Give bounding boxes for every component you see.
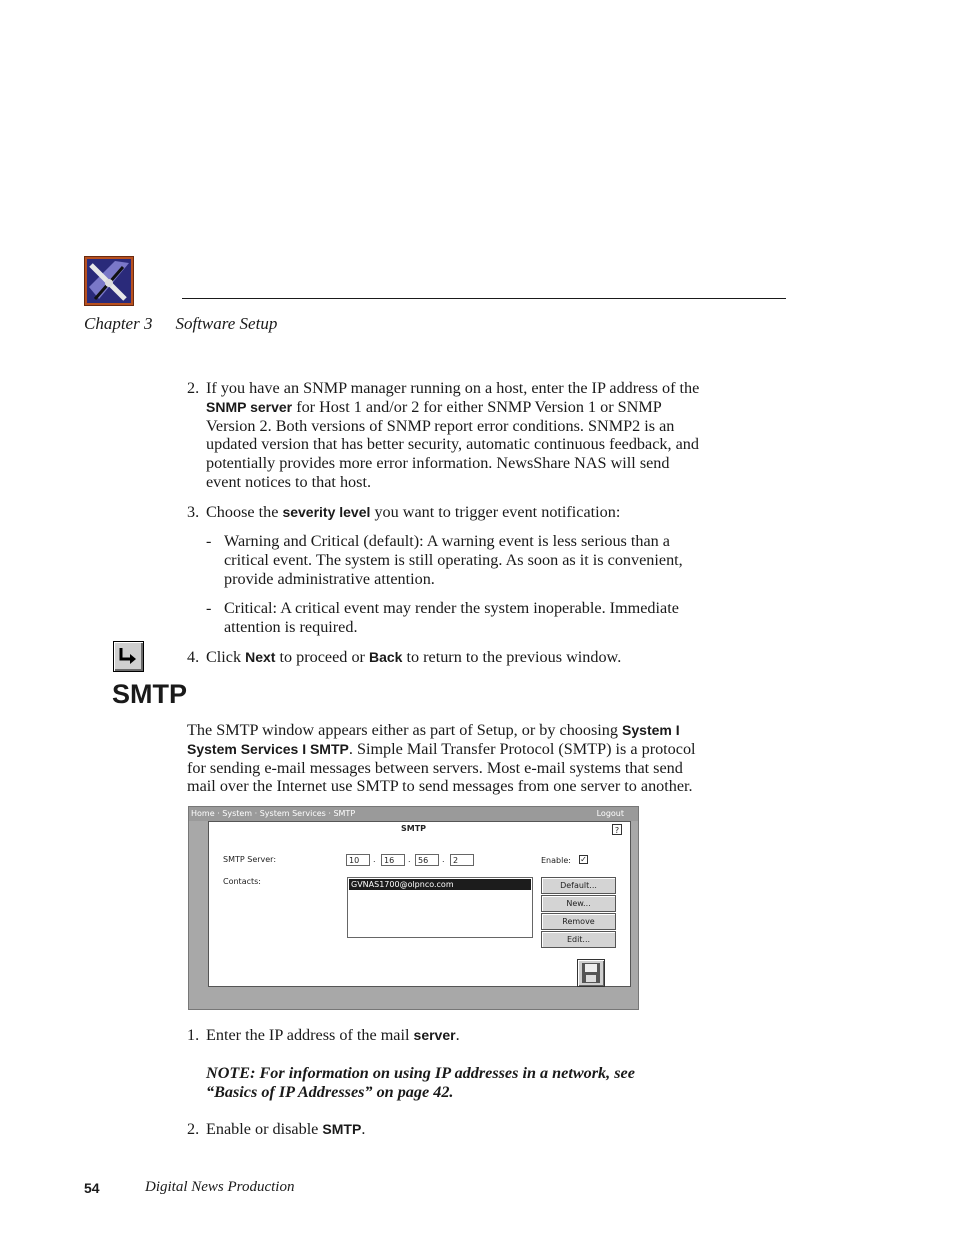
remove-button[interactable]: Remove bbox=[541, 913, 616, 930]
step-text: Version 2. Both versions of SNMP report error conditions. SNMP2 is an bbox=[206, 416, 675, 435]
smtp-term: SMTP bbox=[322, 1121, 362, 1137]
note-text: “Basics of IP Addresses” on page 42. bbox=[206, 1082, 454, 1101]
bullet-text: provide administrative attention. bbox=[224, 569, 435, 588]
contacts-label: Contacts: bbox=[223, 877, 261, 886]
step-2 bbox=[187, 379, 700, 492]
step-number: 2. bbox=[187, 379, 200, 397]
chapter-title: Software Setup bbox=[175, 314, 278, 333]
step-number: 2. bbox=[187, 1120, 200, 1138]
bullet-text: Critical: A critical event may render the system inoperable. Immediate bbox=[224, 599, 679, 617]
help-icon[interactable]: ? bbox=[612, 824, 622, 835]
step-text: . bbox=[455, 1026, 460, 1044]
next-term: Next bbox=[245, 649, 276, 665]
step-text: Choose the bbox=[206, 503, 283, 521]
step-text: to return to the previous window. bbox=[402, 648, 622, 666]
intro-text: . Simple Mail Transfer Protocol (SMTP) is a protocol bbox=[348, 739, 696, 758]
smtp-intro bbox=[187, 721, 696, 796]
ip-octet-1-field[interactable]: 10 bbox=[346, 854, 370, 866]
default-button[interactable]: Default... bbox=[541, 877, 616, 894]
step-text: updated version that has better security, automatic continuous feedback, and bbox=[206, 435, 699, 454]
smtp-window-screenshot bbox=[188, 806, 639, 1010]
page-number: 54 bbox=[84, 1180, 100, 1196]
nav-bar bbox=[189, 807, 638, 821]
snmp-server-term: SNMP server bbox=[206, 398, 293, 415]
intro-text: The SMTP window appears either as part of Setup, or by choosing bbox=[187, 721, 623, 739]
smtp-step-2 bbox=[187, 1120, 366, 1139]
step-number: 1. bbox=[187, 1026, 200, 1044]
smtp-panel bbox=[208, 821, 631, 987]
chapter-label: Chapter 3 bbox=[84, 314, 153, 333]
ip-separator: . bbox=[373, 855, 376, 864]
footer-title: Digital News Production bbox=[145, 1179, 295, 1195]
smtp-server-label: SMTP Server: bbox=[223, 855, 277, 864]
breadcrumb[interactable]: Home · System · System Services · SMTP bbox=[191, 809, 356, 818]
step-3 bbox=[187, 503, 621, 522]
new-button[interactable]: New... bbox=[541, 895, 616, 912]
save-disk-icon[interactable] bbox=[577, 959, 605, 987]
step-text: potentially provides more error information. NewsShare NAS will send bbox=[206, 454, 670, 473]
step-4 bbox=[187, 648, 622, 667]
back-term: Back bbox=[368, 649, 403, 665]
ip-separator: . bbox=[442, 855, 445, 864]
bullet-text: critical event. The system is still operating. As soon as it is convenient, bbox=[224, 550, 683, 569]
note-text: NOTE: For information on using IP addresses in a network, see bbox=[206, 1064, 635, 1082]
server-term: server bbox=[413, 1027, 456, 1043]
bullet-critical bbox=[206, 599, 679, 637]
menu-path-term: System I bbox=[622, 722, 680, 738]
bullet-warning-critical bbox=[206, 532, 683, 588]
ip-octet-3-field[interactable]: 56 bbox=[415, 854, 439, 866]
step-text: Click bbox=[206, 648, 246, 666]
ip-separator: . bbox=[408, 855, 411, 864]
step-number: 4. bbox=[187, 648, 200, 666]
window-title: SMTP bbox=[401, 824, 427, 833]
step-text: Enable or disable bbox=[206, 1120, 323, 1138]
product-logo-icon bbox=[84, 256, 134, 306]
severity-level-term: severity level bbox=[282, 504, 371, 520]
bullet-text: attention is required. bbox=[224, 617, 358, 636]
bullet-dash: - bbox=[206, 532, 212, 550]
menu-path-term: System Services I SMTP bbox=[187, 740, 349, 757]
step-text: event notices to that host. bbox=[206, 472, 371, 491]
step-text: to proceed or bbox=[275, 648, 369, 666]
ip-octet-4-field[interactable]: 2 bbox=[450, 854, 474, 866]
intro-text: mail over the Internet use SMTP to send messages from one server to another. bbox=[187, 777, 693, 796]
step-text: If you have an SNMP manager running on a host, enter the IP address of the bbox=[206, 379, 700, 397]
enable-label: Enable: bbox=[541, 856, 571, 865]
intro-text: for sending e-mail messages between servers. Most e-mail systems that send bbox=[187, 758, 683, 777]
step-number: 3. bbox=[187, 503, 200, 521]
chapter-heading bbox=[84, 314, 300, 334]
header-rule bbox=[182, 298, 786, 299]
ip-octet-2-field[interactable]: 16 bbox=[381, 854, 405, 866]
step-text: for Host 1 and/or 2 for either SNMP Version 1 or SNMP bbox=[292, 397, 662, 416]
enable-checkbox[interactable]: ✓ bbox=[580, 855, 587, 864]
contacts-list[interactable] bbox=[347, 877, 533, 938]
step-text: Enter the IP address of the mail bbox=[206, 1026, 414, 1044]
section-heading-smtp: SMTP bbox=[112, 679, 188, 709]
step-text: you want to trigger event notification: bbox=[370, 503, 621, 521]
edit-button[interactable]: Edit... bbox=[541, 931, 616, 948]
note bbox=[206, 1064, 635, 1102]
bullet-text: Warning and Critical (default): A warning event is less serious than a bbox=[224, 532, 670, 550]
smtp-step-1 bbox=[187, 1026, 460, 1045]
step-text: . bbox=[361, 1120, 366, 1138]
bullet-dash: - bbox=[206, 599, 212, 617]
next-arrow-icon bbox=[113, 641, 144, 672]
contact-list-item[interactable]: GVNAS1700@olpnco.com bbox=[349, 879, 531, 890]
logout-link[interactable]: Logout bbox=[596, 809, 624, 818]
